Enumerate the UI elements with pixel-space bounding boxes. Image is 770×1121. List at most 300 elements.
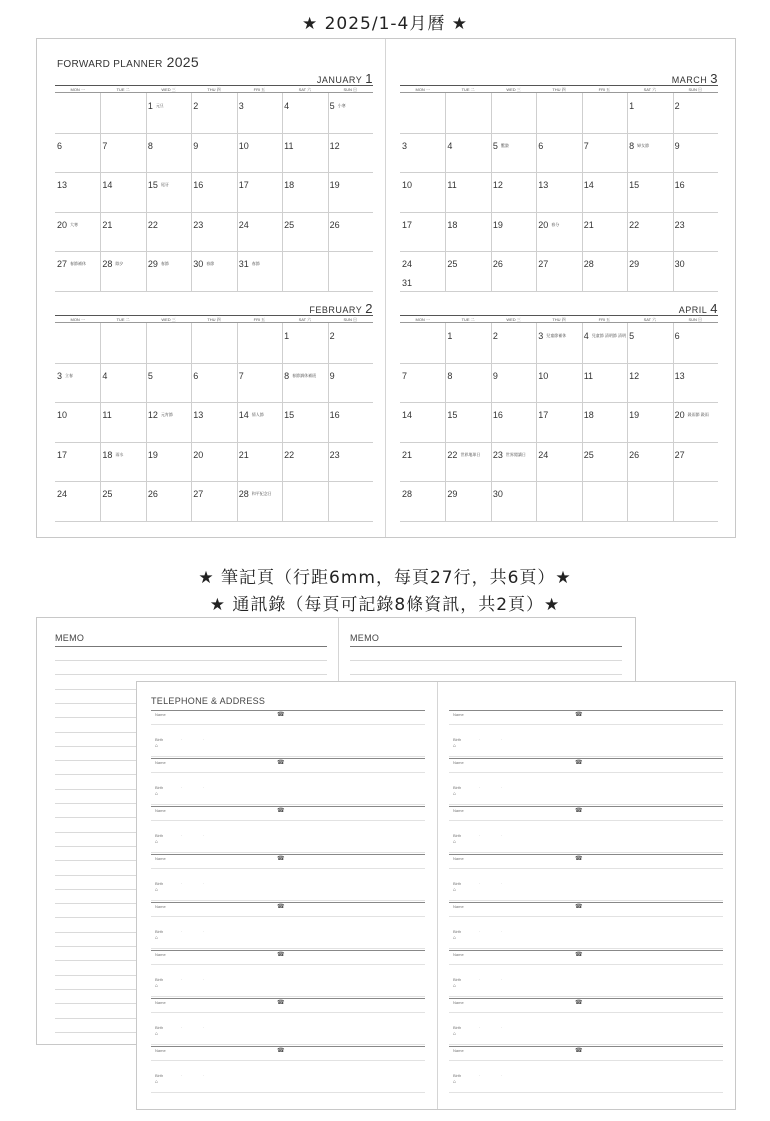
day-cell[interactable] — [282, 323, 327, 363]
day-number: 5 — [147, 370, 153, 381]
day-cell[interactable] — [536, 402, 581, 442]
day-cell[interactable] — [100, 251, 145, 291]
day-note: 情人節 — [251, 412, 264, 417]
birth-label: Birth — [453, 881, 462, 886]
day-cell[interactable] — [100, 172, 145, 212]
day-cell[interactable] — [673, 251, 718, 291]
phone-icon: ☎ — [277, 1048, 285, 1054]
weekday-label: MON 一 — [415, 87, 430, 92]
home-icon: ⌂ — [453, 983, 457, 989]
telephone-spread — [136, 681, 736, 1110]
day-cell[interactable] — [627, 212, 672, 252]
day-cell[interactable] — [146, 363, 191, 403]
day-cell[interactable] — [146, 212, 191, 252]
day-cell[interactable] — [328, 93, 373, 133]
memo-title-right: MEMO — [350, 633, 380, 643]
month-march — [400, 71, 718, 291]
day-cell[interactable] — [100, 133, 145, 173]
day-cell[interactable] — [582, 323, 627, 363]
day-cell[interactable] — [328, 212, 373, 252]
entry-line — [151, 772, 425, 773]
weekday-label: WED 三 — [161, 87, 176, 92]
entry-line — [151, 1092, 425, 1093]
entry-line — [449, 948, 723, 949]
day-cell[interactable] — [237, 363, 282, 403]
day-cell[interactable] — [237, 172, 282, 212]
day-cell[interactable] — [55, 251, 100, 291]
weekday-label: TUE 二 — [461, 87, 475, 92]
day-note: 兒童節補休 — [546, 333, 567, 338]
day-number: 21 — [102, 219, 113, 230]
day-number: 21 — [402, 449, 413, 460]
home-icon: ⌂ — [155, 935, 159, 941]
day-cell[interactable] — [282, 442, 327, 482]
birth-label: Birth — [155, 833, 164, 838]
phone-icon: ☎ — [575, 760, 583, 766]
grid-row-line — [55, 521, 373, 522]
birth-date-dots: . . — [181, 928, 215, 933]
day-cell[interactable] — [400, 172, 445, 212]
day-cell[interactable] — [445, 442, 490, 482]
day-cell[interactable] — [191, 93, 236, 133]
day-cell[interactable] — [55, 212, 100, 252]
day-number: 2 — [329, 331, 335, 341]
phone-icon: ☎ — [575, 904, 583, 910]
day-number: 4 — [284, 101, 290, 111]
day-cell[interactable] — [282, 133, 327, 173]
entry-line — [151, 804, 425, 805]
weekday-label: TUE 二 — [116, 87, 130, 92]
day-number: 27 — [57, 259, 68, 269]
day-cell[interactable] — [55, 442, 100, 482]
day-number: 13 — [538, 180, 549, 190]
entry-line — [151, 852, 425, 853]
day-number: 27 — [193, 489, 204, 499]
contact-entry[interactable] — [449, 950, 723, 998]
day-cell[interactable] — [582, 172, 627, 212]
day-cell[interactable] — [191, 481, 236, 521]
month-april — [400, 301, 718, 521]
day-number: 11 — [102, 410, 112, 420]
entry-line — [151, 724, 425, 725]
day-number: 14 — [238, 410, 249, 420]
spine-divider — [437, 682, 438, 1109]
day-cell[interactable] — [146, 172, 191, 212]
day-cell[interactable] — [491, 402, 536, 442]
day-cell[interactable] — [191, 363, 236, 403]
home-icon: ⌂ — [453, 887, 457, 893]
day-cell[interactable] — [445, 363, 490, 403]
day-cell[interactable] — [100, 363, 145, 403]
day-cell[interactable] — [400, 402, 445, 442]
name-label: Name — [155, 1048, 166, 1053]
day-cell[interactable] — [328, 442, 373, 482]
entry-line — [449, 820, 723, 821]
day-number: 24 — [57, 489, 68, 499]
weekday-label: FRI 五 — [253, 317, 266, 322]
entry-line — [151, 1044, 425, 1045]
day-cell[interactable] — [400, 363, 445, 403]
planner-year: 2025 — [166, 54, 199, 70]
day-number: 23 — [492, 449, 503, 460]
weekday-label: FRI 五 — [598, 87, 611, 92]
day-note: 婦女節 — [637, 142, 650, 148]
entry-line — [449, 724, 723, 725]
day-cell[interactable] — [627, 323, 672, 363]
entry-line — [151, 756, 425, 757]
name-label: Name — [155, 808, 166, 813]
day-cell[interactable] — [55, 402, 100, 442]
day-cell[interactable] — [146, 93, 191, 133]
day-cell[interactable] — [627, 251, 672, 291]
day-cell[interactable] — [445, 172, 490, 212]
day-note: 立春 — [65, 372, 74, 378]
day-cell[interactable] — [237, 481, 282, 521]
day-cell[interactable] — [673, 212, 718, 252]
day-cell[interactable] — [627, 172, 672, 212]
day-number: 22 — [284, 449, 295, 460]
day-cell[interactable] — [536, 251, 581, 291]
day-cell[interactable] — [491, 172, 536, 212]
day-cell[interactable] — [536, 363, 581, 403]
day-number: 30 — [492, 489, 503, 499]
entry-line — [449, 804, 723, 805]
day-note: 春節補休 — [70, 261, 87, 266]
day-cell[interactable] — [445, 133, 490, 173]
day-cell[interactable] — [491, 323, 536, 363]
contact-entry[interactable] — [449, 902, 723, 950]
phone-icon: ☎ — [575, 1000, 583, 1006]
day-note: 大寒 — [70, 221, 79, 227]
day-number: 17 — [57, 449, 68, 460]
day-cell[interactable] — [146, 442, 191, 482]
day-cell[interactable] — [536, 172, 581, 212]
day-number: 3 — [238, 101, 244, 111]
month-title — [317, 71, 373, 86]
day-cell[interactable] — [627, 93, 672, 133]
day-cell[interactable] — [191, 212, 236, 252]
birth-label: Birth — [453, 1073, 462, 1078]
day-number: 14 — [402, 410, 413, 420]
birth-date-dots: . . — [181, 976, 215, 981]
entry-rule — [449, 950, 723, 951]
birth-label: Birth — [453, 977, 462, 982]
entry-line — [449, 900, 723, 901]
contact-entry[interactable] — [449, 1046, 723, 1094]
day-cell[interactable] — [237, 133, 282, 173]
day-note: 春節 — [160, 261, 169, 266]
day-number: 9 — [329, 370, 335, 381]
day-note: 兒童節 清明節 清明 — [591, 333, 626, 338]
birth-date-dots: . . — [181, 736, 215, 741]
entry-rule — [449, 998, 723, 999]
day-cell[interactable] — [673, 363, 718, 403]
day-note: 春節 — [206, 261, 215, 266]
day-cell[interactable] — [673, 93, 718, 133]
contact-entry[interactable] — [151, 710, 425, 758]
day-cell[interactable] — [237, 442, 282, 482]
day-cell[interactable] — [445, 481, 490, 521]
day-cell[interactable] — [100, 402, 145, 442]
day-number: 23 — [674, 219, 685, 230]
day-number: 17 — [538, 410, 549, 420]
day-cell[interactable] — [445, 402, 490, 442]
entry-rule — [151, 854, 425, 855]
day-cell[interactable] — [191, 402, 236, 442]
day-cell[interactable] — [100, 481, 145, 521]
phone-icon: ☎ — [277, 904, 285, 910]
birth-date-dots: . . — [479, 832, 513, 837]
day-number: 3 — [538, 331, 544, 341]
day-number: 28 — [402, 489, 413, 499]
day-number: 27 — [538, 259, 549, 269]
month-title — [679, 301, 718, 316]
day-number: 12 — [329, 140, 340, 151]
day-cell[interactable] — [400, 442, 445, 482]
phone-icon: ☎ — [277, 712, 285, 718]
day-cell[interactable] — [491, 481, 536, 521]
contact-entry[interactable] — [151, 854, 425, 902]
birth-date-dots: . . — [181, 784, 215, 789]
day-number: 14 — [102, 180, 113, 190]
day-cell[interactable] — [237, 93, 282, 133]
day-cell[interactable] — [673, 323, 718, 363]
day-cell[interactable] — [237, 212, 282, 252]
day-cell[interactable] — [627, 363, 672, 403]
month-grid — [400, 93, 718, 291]
day-cell[interactable] — [328, 323, 373, 363]
entry-line — [151, 916, 425, 917]
contact-entry[interactable] — [449, 758, 723, 806]
day-number: 25 — [102, 489, 113, 499]
month-number: 1 — [365, 71, 373, 86]
weekday-label: MON 一 — [415, 317, 430, 322]
contact-entry[interactable] — [151, 998, 425, 1046]
day-cell[interactable] — [673, 172, 718, 212]
day-number: 22 — [147, 219, 158, 230]
weekday-label: WED 三 — [506, 87, 521, 92]
home-icon: ⌂ — [155, 1079, 159, 1085]
phone-icon: ☎ — [277, 856, 285, 862]
day-cell[interactable] — [491, 133, 536, 173]
day-cell[interactable] — [55, 133, 100, 173]
birth-date-dots: . . — [479, 784, 513, 789]
entry-rule — [449, 710, 723, 711]
day-number: 19 — [492, 219, 503, 230]
day-cell[interactable] — [582, 402, 627, 442]
day-cell[interactable] — [673, 442, 718, 482]
day-number: 10 — [538, 370, 549, 381]
day-cell[interactable] — [191, 442, 236, 482]
day-cell[interactable] — [400, 481, 445, 521]
day-cell[interactable] — [627, 133, 672, 173]
day-number: 16 — [193, 180, 204, 190]
day-number: 8 — [147, 140, 153, 151]
day-cell[interactable] — [55, 172, 100, 212]
day-number: 19 — [629, 410, 640, 420]
day-cell[interactable] — [582, 212, 627, 252]
day-cell[interactable] — [100, 442, 145, 482]
day-cell[interactable] — [582, 363, 627, 403]
weekday-label: FRI 五 — [253, 87, 266, 92]
entry-rule — [449, 806, 723, 807]
name-label: Name — [155, 712, 166, 717]
month-title — [309, 301, 373, 316]
home-icon: ⌂ — [155, 1031, 159, 1037]
name-label: Name — [453, 1000, 464, 1005]
entry-line — [449, 756, 723, 757]
day-cell[interactable] — [146, 481, 191, 521]
day-number: 6 — [538, 140, 544, 151]
weekday-label: THU 四 — [207, 87, 221, 92]
day-number: 4 — [447, 140, 453, 151]
day-number: 29 — [629, 259, 640, 269]
day-cell[interactable] — [237, 251, 282, 291]
day-cell[interactable] — [237, 402, 282, 442]
day-cell[interactable] — [191, 251, 236, 291]
day-cell[interactable] — [491, 363, 536, 403]
birth-label: Birth — [453, 1025, 462, 1030]
day-cell[interactable] — [328, 363, 373, 403]
day-cell[interactable] — [328, 402, 373, 442]
contact-entry[interactable] — [151, 806, 425, 854]
birth-date-dots: . . — [479, 736, 513, 741]
day-note: 春分 — [551, 221, 560, 227]
day-cell[interactable] — [400, 251, 445, 291]
day-number: 19 — [329, 180, 340, 190]
day-cell[interactable] — [146, 251, 191, 291]
day-number: 5 — [492, 140, 498, 151]
day-number: 28 — [583, 259, 594, 269]
weekday-header — [55, 315, 373, 323]
entry-line — [449, 1092, 723, 1093]
name-label: Name — [155, 904, 166, 909]
day-number: 4 — [583, 331, 589, 341]
birth-label: Birth — [453, 929, 462, 934]
contact-entry[interactable] — [449, 998, 723, 1046]
day-cell[interactable] — [445, 251, 490, 291]
day-cell[interactable] — [191, 133, 236, 173]
day-cell[interactable] — [491, 251, 536, 291]
month-name: JANUARY — [316, 75, 363, 85]
entry-rule — [449, 1046, 723, 1047]
day-number: 15 — [147, 180, 158, 190]
day-cell[interactable] — [282, 172, 327, 212]
day-cell[interactable] — [328, 133, 373, 173]
day-cell[interactable] — [582, 251, 627, 291]
day-note: 元旦 — [155, 103, 164, 108]
day-number: 24 — [538, 449, 549, 460]
day-cell[interactable] — [536, 442, 581, 482]
birth-date-dots: . . — [181, 832, 215, 837]
day-cell[interactable] — [282, 402, 327, 442]
day-cell[interactable] — [673, 402, 718, 442]
day-cell[interactable] — [445, 323, 490, 363]
contact-entry[interactable] — [449, 710, 723, 758]
day-cell[interactable] — [55, 363, 100, 403]
day-cell[interactable] — [146, 402, 191, 442]
day-cell[interactable] — [582, 133, 627, 173]
entry-line — [449, 996, 723, 997]
entry-rule — [151, 902, 425, 903]
day-cell[interactable] — [673, 133, 718, 173]
day-cell[interactable] — [146, 133, 191, 173]
day-cell[interactable] — [445, 212, 490, 252]
planner-label: FORWARD PLANNER — [57, 59, 163, 70]
birth-date-dots: . . — [181, 1072, 215, 1077]
contact-entry[interactable] — [449, 806, 723, 854]
day-number: 6 — [193, 370, 199, 381]
day-number: 23 — [193, 219, 204, 230]
birth-label: Birth — [453, 833, 462, 838]
grid-row-line — [400, 521, 718, 522]
day-cell[interactable] — [100, 212, 145, 252]
day-cell[interactable] — [328, 172, 373, 212]
name-label: Name — [453, 808, 464, 813]
day-number: 13 — [57, 180, 68, 190]
day-note: 和平紀念日 — [251, 491, 272, 496]
day-cell[interactable] — [282, 93, 327, 133]
grid-row-line — [55, 291, 373, 292]
name-label: Name — [453, 904, 464, 909]
day-number: 1 — [284, 331, 290, 341]
weekday-label: MON 一 — [70, 317, 85, 322]
day-cell[interactable] — [491, 442, 536, 482]
contact-entry[interactable] — [151, 902, 425, 950]
day-cell[interactable] — [536, 133, 581, 173]
weekday-label: SAT 六 — [643, 317, 657, 322]
entry-line — [449, 852, 723, 853]
entry-line — [151, 1060, 425, 1061]
day-cell[interactable] — [400, 212, 445, 252]
month-number: 3 — [710, 71, 718, 86]
day-cell[interactable] — [627, 402, 672, 442]
day-cell[interactable] — [282, 212, 327, 252]
weekday-label: THU 四 — [552, 87, 566, 92]
entry-line — [449, 1060, 723, 1061]
day-cell[interactable] — [55, 481, 100, 521]
day-note: 除夕 — [115, 261, 124, 266]
contact-entry[interactable] — [449, 854, 723, 902]
contact-entry[interactable] — [151, 950, 425, 998]
home-icon: ⌂ — [155, 791, 159, 797]
day-cell[interactable] — [536, 212, 581, 252]
day-number: 22 — [447, 449, 458, 460]
entry-line — [151, 996, 425, 997]
entry-line — [151, 900, 425, 901]
birth-date-dots: . . — [479, 880, 513, 885]
grid-row-line — [400, 291, 718, 292]
day-cell[interactable] — [400, 133, 445, 173]
planner-title — [57, 54, 199, 70]
day-cell[interactable] — [282, 363, 327, 403]
weekday-label: WED 三 — [161, 317, 176, 322]
day-number: 3 — [57, 370, 63, 381]
birth-label: Birth — [155, 977, 164, 982]
contact-entry[interactable] — [151, 758, 425, 806]
day-cell[interactable] — [627, 442, 672, 482]
day-cell[interactable] — [191, 172, 236, 212]
memo-line — [350, 660, 622, 661]
day-note: 元宵節 — [160, 412, 173, 417]
contact-entry[interactable] — [151, 1046, 425, 1094]
day-cell[interactable] — [536, 323, 581, 363]
day-number: 6 — [674, 331, 680, 341]
month-name: FEBRUARY — [309, 305, 363, 315]
day-number: 26 — [492, 259, 503, 269]
day-cell[interactable] — [582, 442, 627, 482]
day-cell[interactable] — [491, 212, 536, 252]
